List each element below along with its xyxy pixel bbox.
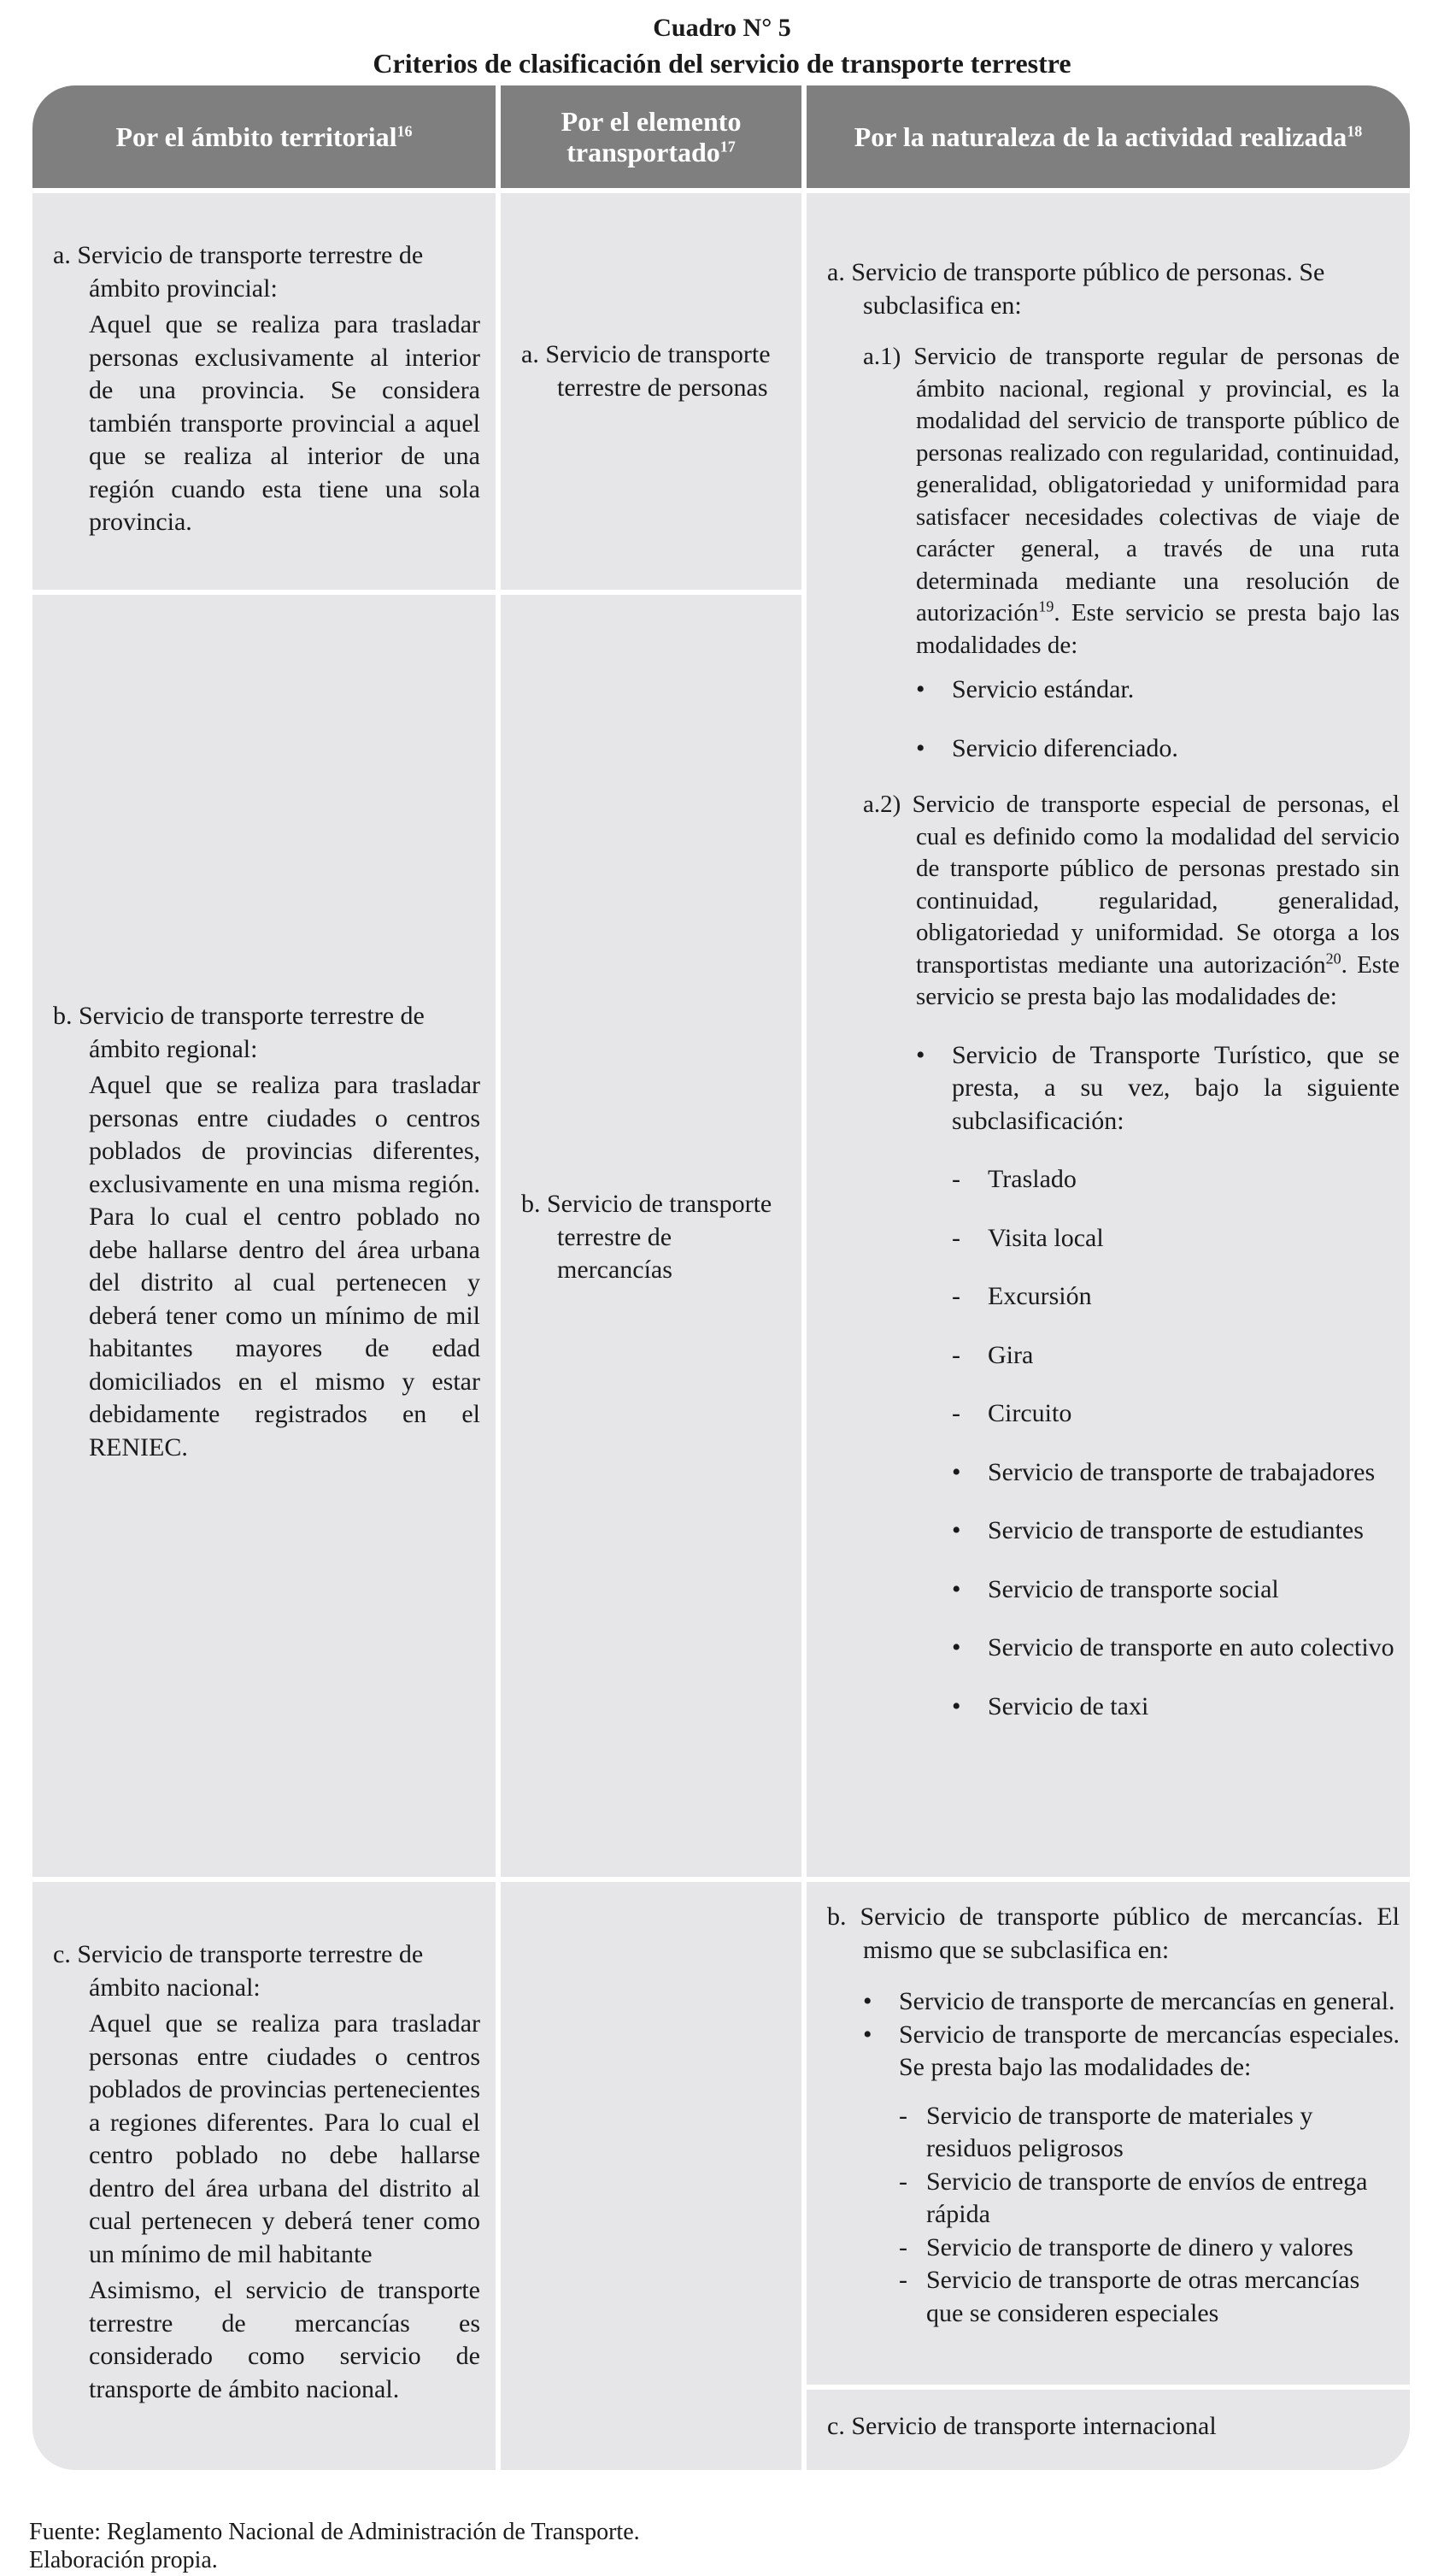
servicio-regular — [863, 341, 1400, 662]
subclasificacion-turistica — [952, 1163, 1400, 1723]
transporte-internacional: c. Servicio de transporte internacional — [827, 2412, 1217, 2440]
list-item: - Traslado — [952, 1163, 1400, 1197]
list-item: • Servicio de transporte de mercancías especiales. Se presta bajo las modalidades de: — [863, 2019, 1400, 2085]
item-heading: b. Servicio de transporte público de mercancías. El mismo que se subclasifica en: — [827, 1903, 1400, 1964]
footnote-ref: 19 — [1038, 597, 1054, 615]
table-title: Criterios de clasificación del servicio de transporte terrestre — [373, 48, 1071, 79]
list-item: - Visita local — [952, 1222, 1400, 1256]
footnote-ref: 20 — [1325, 949, 1341, 967]
item-description: Asimismo, el servicio de transporte terrestre de mercancías es considerado como servicio de transporte de ámbito nacional. — [89, 2276, 480, 2403]
subclasificacion-mercancias — [863, 1985, 1400, 2085]
footnote-ref: 17 — [719, 138, 736, 156]
modalidades-regular — [916, 673, 1400, 765]
authorship-note: Elaboración propia. — [29, 2547, 218, 2573]
list-item: • Servicio de transporte social — [952, 1573, 1400, 1607]
list-item: - Servicio de transporte de materiales y residuos peligrosos — [899, 2100, 1400, 2166]
item-heading: c. Servicio de transporte terrestre de ámbito nacional: — [53, 1940, 424, 2002]
ambito-regional — [53, 1000, 480, 1464]
item-heading: b. Servicio de transporte terrestre de ámbito regional: — [53, 1002, 425, 1063]
list-item: • Servicio de transporte en auto colectivo — [952, 1632, 1400, 1665]
list-item: - Servicio de transporte de envíos de entrega rápida — [899, 2166, 1400, 2232]
item-description: Aquel que se realiza para trasladar personas entre ciudades o centros poblados de provincias pertenecientes a regiones diferentes. Para lo cual el centro poblado no debe hallarse dentro del área urbana del distrito al cual pertenecen y deberá tener como un mínimo de mil habitante — [89, 2009, 480, 2268]
header-label: Por la naturaleza de la actividad realizada — [854, 121, 1347, 152]
servicio-especial — [863, 789, 1400, 1014]
list-item: - Excursión — [952, 1280, 1400, 1314]
list-item: - Servicio de transporte de dinero y valores — [899, 2232, 1400, 2265]
modalidades-mercancias-especiales — [899, 2100, 1400, 2331]
item-description: Aquel que se realiza para trasladar personas exclusivamente al interior de una provincia. Se considera también transporte provincial a aquel que se realiza al interior de una región cuando esta tiene una sola provincia. — [89, 310, 480, 536]
modalidades-especial — [916, 1039, 1400, 1138]
elemento-personas: a. Servicio de transporte terrestre de personas — [521, 340, 771, 402]
header-elemento-transportado — [501, 85, 801, 188]
list-item: • Servicio de Transporte Turístico, que se presta, a su vez, bajo la siguiente subclasificación: — [916, 1039, 1400, 1138]
list-item: - Gira — [952, 1339, 1400, 1373]
footnote-ref: 16 — [396, 122, 413, 140]
cell-empty — [501, 1882, 801, 2470]
source-note: Fuente: Reglamento Nacional de Administración de Transporte. — [29, 2519, 640, 2545]
transporte-publico-mercancias — [827, 1901, 1400, 2330]
list-item: • Servicio diferenciado. — [916, 732, 1400, 766]
item-text: a.1) Servicio de transporte regular de personas de ámbito nacional, regional y provincial, es la modalidad del servicio de transporte público de personas realizado con regularidad, continuidad, generalidad, obligatoriedad y uniformidad para satisfacer necesidades colectivas de viaje de carácter general, a través de una ruta determinada mediante una resolución de autorización — [863, 343, 1400, 626]
elemento-mercancias: b. Servicio de transporte terrestre de mercancías — [521, 1190, 772, 1284]
header-ambito-territorial — [32, 85, 496, 188]
item-heading: a. Servicio de transporte público de personas. Se subclasifica en: — [827, 258, 1325, 320]
item-description: Aquel que se realiza para trasladar personas entre ciudades o centros poblados de provincias diferentes, exclusivamente en una misma región. Para lo cual el centro poblado no debe hallarse dentro del área urbana del distrito al cual pertenecen y deberá tener como un mínimo de mil habitantes mayores de edad domiciliados en el mismo y estar debidamente registrados en el RENIEC. — [89, 1071, 480, 1461]
list-item: • Servicio de transporte de mercancías en general. — [863, 1985, 1400, 2019]
table-number: Cuadro N° 5 — [653, 14, 791, 42]
list-item: - Servicio de transporte de otras mercancías que se consideren especiales — [899, 2264, 1400, 2330]
list-item: • Servicio de transporte de trabajadores — [952, 1456, 1400, 1490]
header-label: Por el elemento transportado — [561, 106, 742, 168]
header-label: Por el ámbito territorial — [115, 121, 397, 152]
list-item: • Servicio de taxi — [952, 1691, 1400, 1724]
item-text: . Este servicio se presta bajo las modalidades de: — [916, 950, 1400, 1010]
ambito-nacional — [53, 1938, 480, 2406]
item-heading: a. Servicio de transporte terrestre de ámbito provincial: — [53, 241, 424, 303]
classification-table — [32, 85, 1410, 2470]
list-item: - Circuito — [952, 1397, 1400, 1431]
item-text: . Este servicio se presta bajo las modalidades de: — [916, 599, 1400, 659]
list-item: • Servicio estándar. — [916, 673, 1400, 707]
ambito-provincial — [53, 239, 480, 539]
transporte-publico-personas — [827, 256, 1400, 1723]
header-naturaleza-actividad — [807, 85, 1410, 188]
item-text: a.2) Servicio de transporte especial de personas, el cual es definido como la modalidad del servicio de transporte público de personas prestado sin continuidad, regularidad, generalidad, obligatoriedad y uniformidad. Se otorga a los transportistas mediante una autorización — [863, 791, 1400, 979]
list-item: • Servicio de transporte de estudiantes — [952, 1514, 1400, 1548]
footnote-ref: 18 — [1347, 122, 1363, 140]
